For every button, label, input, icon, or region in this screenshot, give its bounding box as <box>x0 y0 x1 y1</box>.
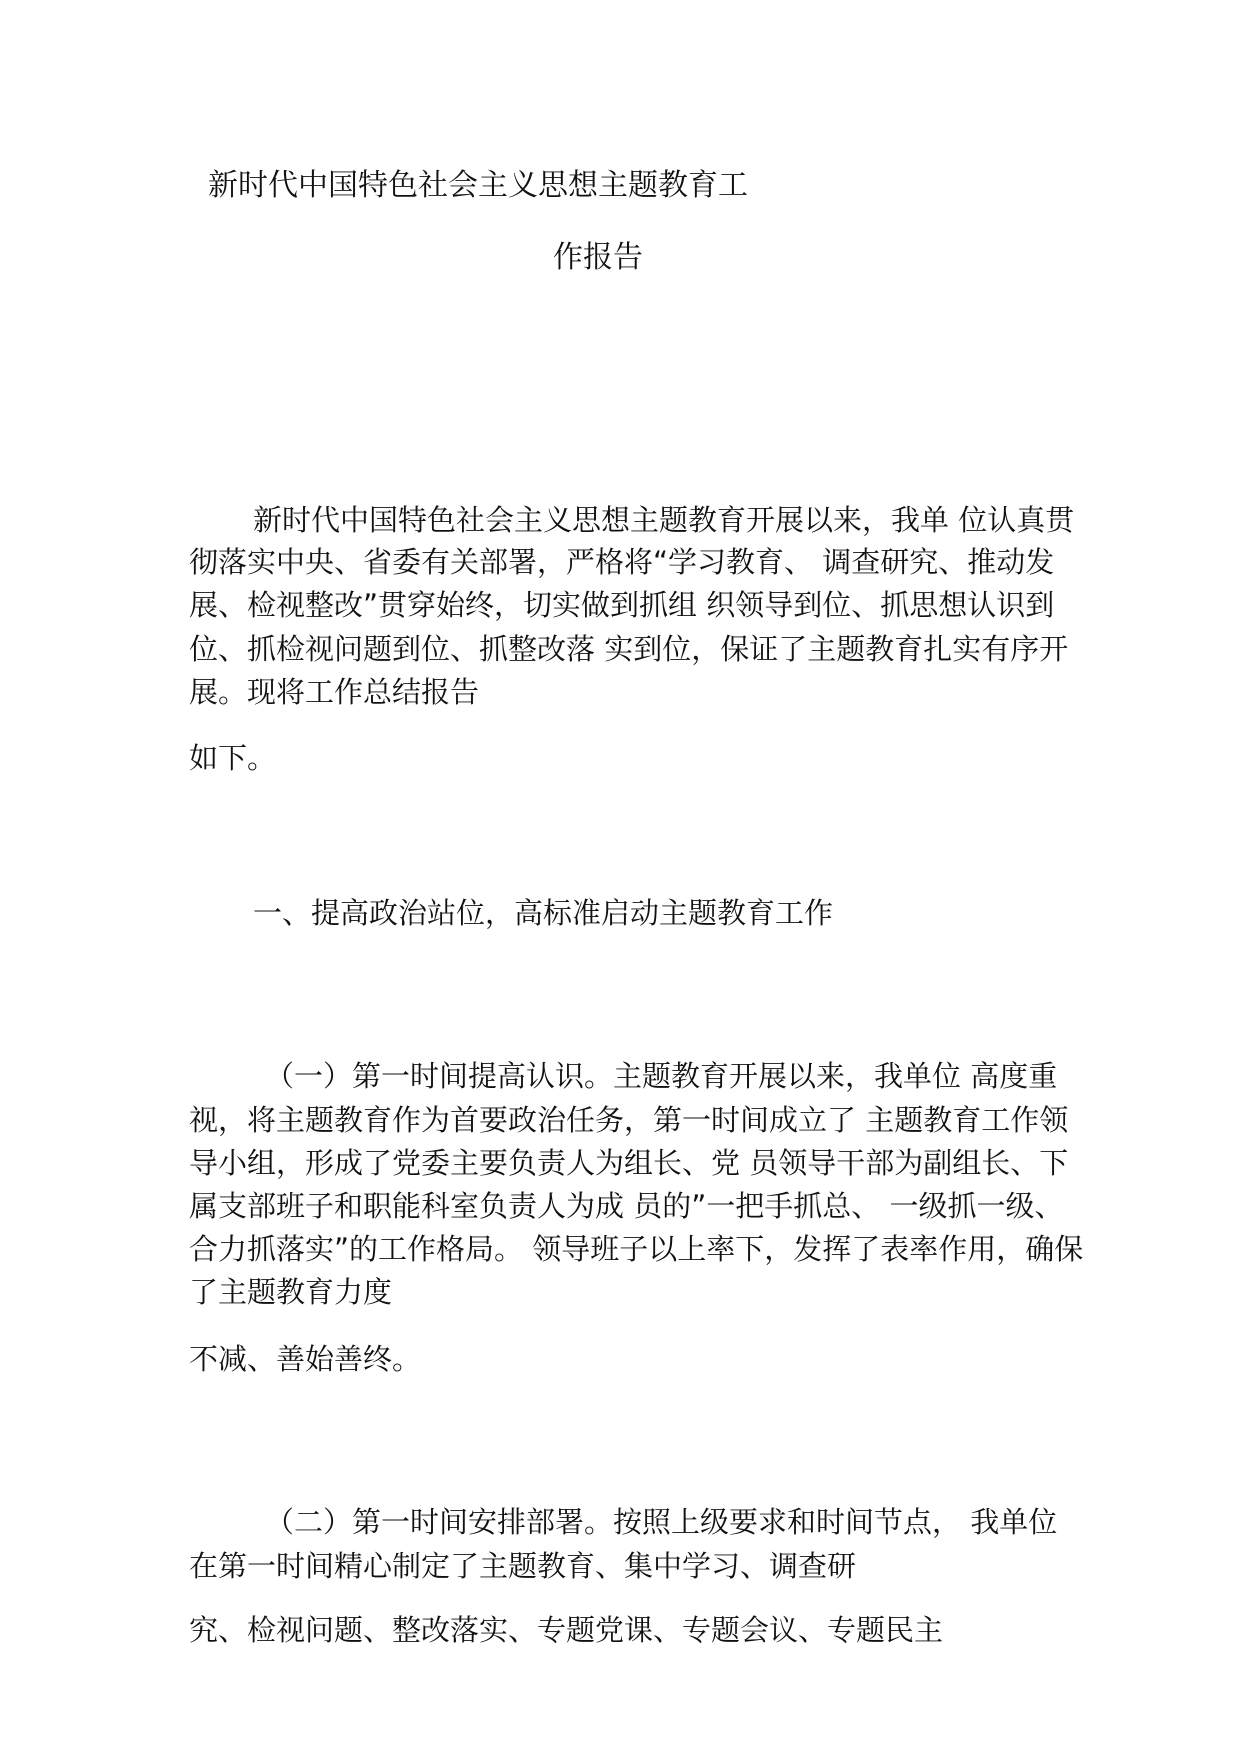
text-line: 彻落实中央、省委有关部署，严格将“学习教育、 调查研究、推动发 <box>189 545 1055 579</box>
text-line: （二）第一时间安排部署。按照上级要求和时间节点， 我单位 <box>265 1505 1058 1539</box>
text-line: 展、检视整改”贯穿始终，切实做到抓组 织领导到位、抓思想认识到 <box>189 588 1055 622</box>
text-line: 视，将主题教育作为首要政治任务，第一时间成立了 主题教育工作领 <box>189 1103 1069 1137</box>
document-title-line-1: 新时代中国特色社会主义思想主题教育工 <box>208 168 748 203</box>
section-heading: 一、提高政治站位，高标准启动主题教育工作 <box>253 896 834 930</box>
text-line: 属支部班子和职能科室负责人为成 员的”一把手抓总、 一级抓一级、 <box>189 1189 1064 1223</box>
document-title-line-2: 作报告 <box>553 240 643 275</box>
text-line: 导小组，形成了党委主要负责人为组长、党 员领导干部为副组长、下 <box>189 1146 1069 1180</box>
text-line: （一）第一时间提高认识。主题教育开展以来，我单位 高度重 <box>265 1059 1058 1093</box>
text-line: 究、检视问题、整改落实、专题党课、专题会议、专题民主 <box>189 1613 944 1647</box>
text-line: 新时代中国特色社会主义思想主题教育开展以来，我单 位认真贯 <box>253 503 1075 537</box>
text-line: 在第一时间精心制定了主题教育、集中学习、调查研 <box>189 1549 857 1583</box>
text-line: 了主题教育力度 <box>189 1275 393 1309</box>
text-line: 如下。 <box>189 741 277 775</box>
text-line: 展。现将工作总结报告 <box>189 675 480 709</box>
text-line: 不减、善始善终。 <box>189 1342 422 1376</box>
text-line: 位、抓检视问题到位、抓整改落 实到位，保证了主题教育扎实有序开 <box>189 632 1069 666</box>
text-line: 合力抓落实”的工作格局。 领导班子以上率下，发挥了表率作用，确保 <box>189 1232 1084 1266</box>
